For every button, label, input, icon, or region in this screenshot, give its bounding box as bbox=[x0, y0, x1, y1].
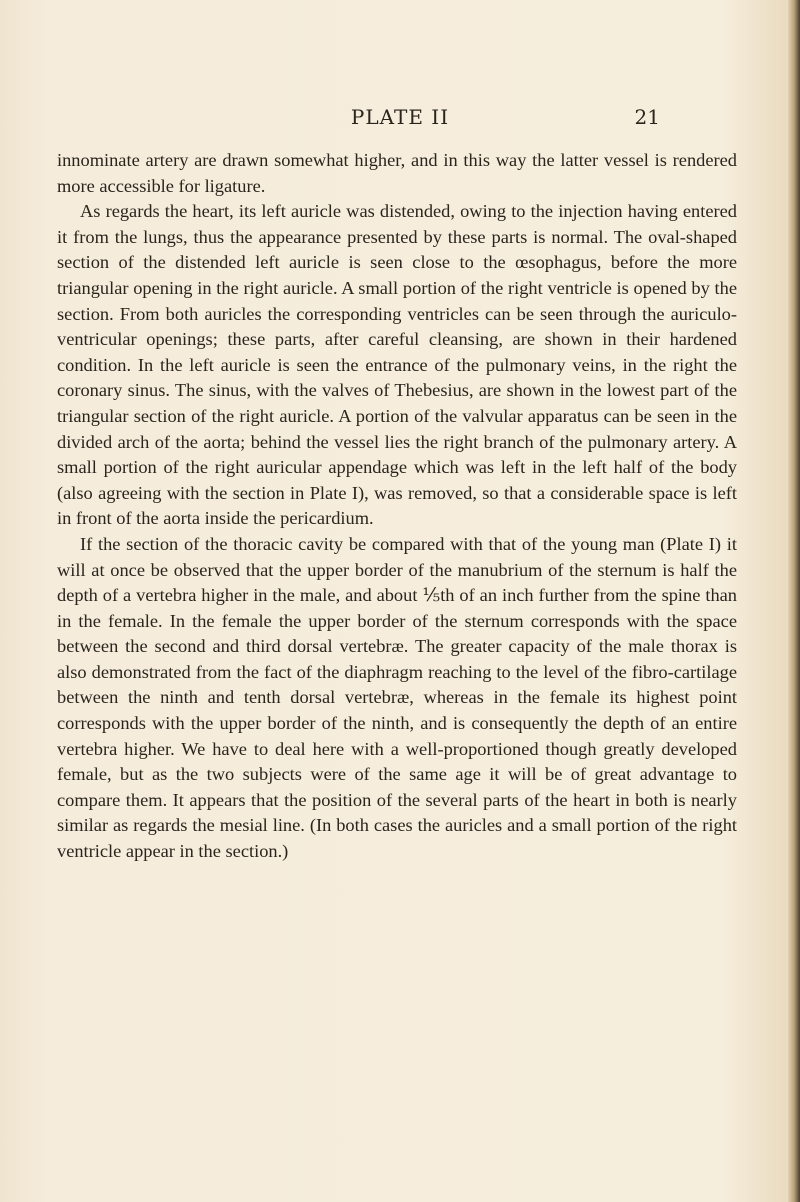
paragraph: As regards the heart, its left auricle was distended, owing to the injection having entered it from the lungs, thus the appearance presented by these parts is normal. The oval-shaped section of the distended left auricle is seen close to the œsophagus, before the more triangular opening in the right auricle. A small portion of the right ventricle is opened by the section. From both auricles the corresponding ventricles can be seen through the auriculo-ventricular openings; these parts, after careful cleansing, are shown in their hardened condition. In the left auricle is seen the entrance of the pulmonary veins, in the right the coronary sinus. The sinus, with the valves of Thebesius, are shown in the lowest part of the triangular section of the right auricle. A portion of the valvular apparatus can be seen in the divided arch of the aorta; behind the vessel lies the right branch of the pulmonary artery. A small portion of the right auricular appendage which was left in the left half of the body (also agreeing with the section in Plate I), was removed, so that a considerable space is left in front of the aorta inside the pericardium. bbox=[57, 201, 737, 529]
page-header bbox=[0, 105, 800, 135]
paragraph: If the section of the thoracic cavity be compared with that of the young man (Plate I) it will at once be observed that the upper border of the manubrium of the sternum is half the depth of a vertebra higher in the male, and about ⅕th of an inch further from the spine than in the female. In the female the upper border of the sternum corresponds with the space between the second and third dorsal vertebræ. The greater capacity of the male thorax is also demonstrated from the fact of the diaphragm reaching to the level of the fibro-cartilage between the ninth and tenth dorsal vertebræ, whereas in the female its highest point corresponds with the upper border of the ninth, and is consequently the depth of an entire vertebra higher. We have to deal here with a well-proportioned though greatly developed female, but as the two subjects were of the same age it will be of great advantage to compare them. It appears that the position of the several parts of the heart in both is nearly similar as regards the mesial line. (In both cases the auricles and a small portion of the right ventricle appear in the section.) bbox=[57, 533, 737, 862]
running-head: PLATE II bbox=[350, 105, 450, 129]
page-number: 21 bbox=[634, 105, 660, 129]
page-edge-shadow bbox=[788, 0, 800, 1202]
paragraph: innominate artery are drawn somewhat higher, and in this way the latter vessel is rendered more accessible for ligature. bbox=[57, 150, 737, 196]
body-text bbox=[57, 148, 737, 865]
